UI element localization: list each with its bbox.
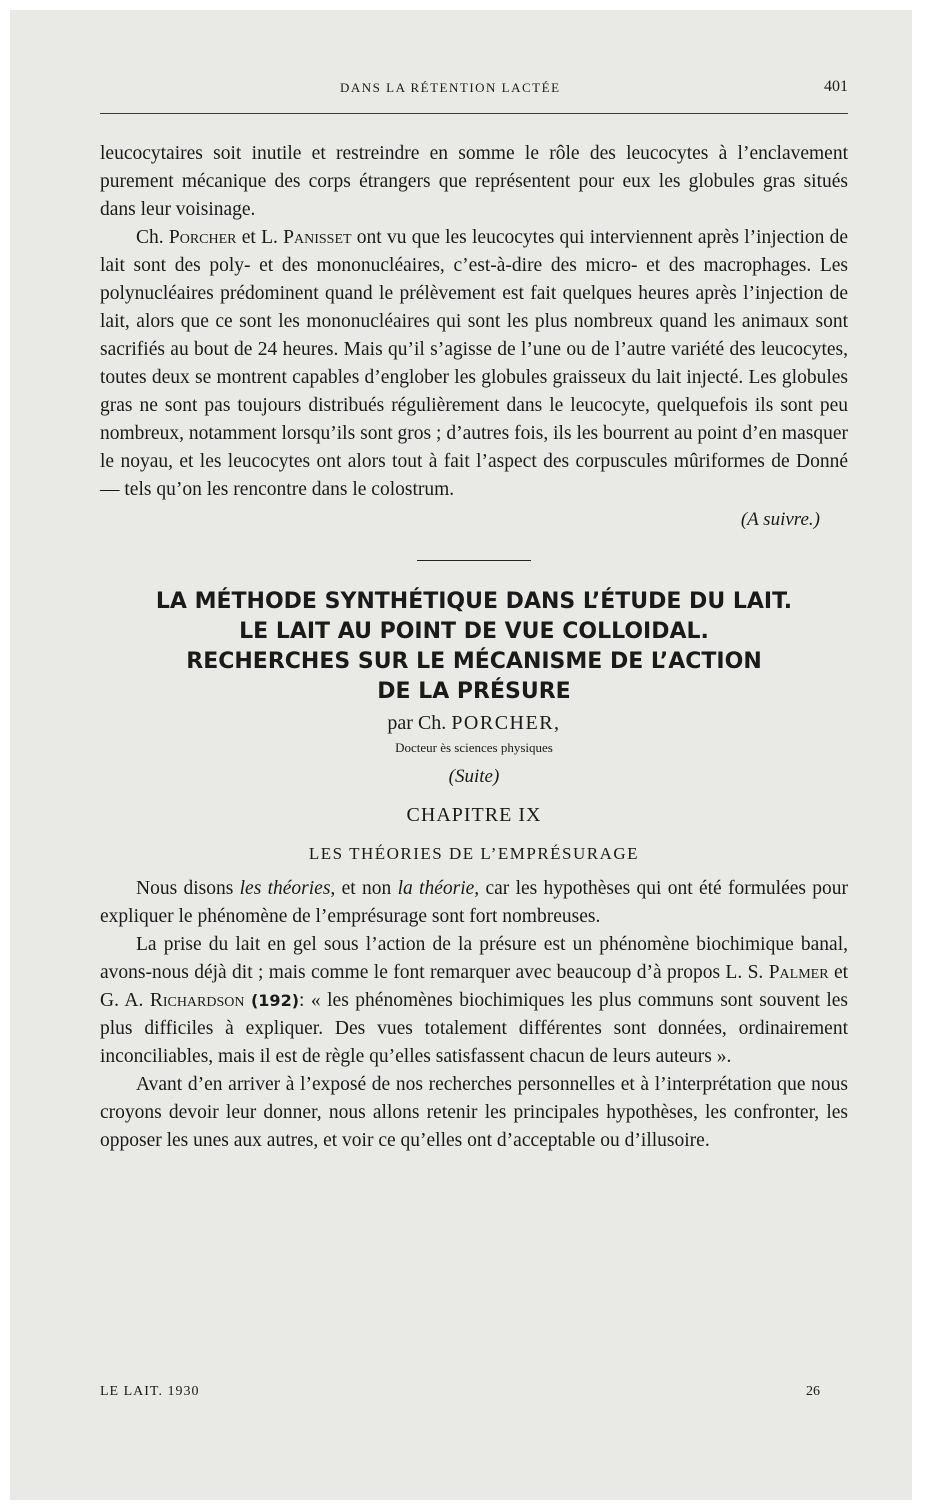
- page-number: 401: [824, 78, 848, 95]
- author-name: Richardson: [149, 990, 245, 1011]
- bibliographic-reference: (192): [250, 991, 300, 1010]
- to-be-continued: (A suivre.): [740, 509, 820, 530]
- text-run: La prise du lait en gel sous l’action de la présure est un phénomène biochimique banal, avons-nous déjà dit ; mais comme le font remarquer avec beaucoup d’à propos L. S.: [100, 934, 848, 983]
- text-run: car les hypothèses qui ont été formulées pour expliquer le phénomène de l’emprésurage sont fort nombreuses.: [100, 878, 849, 927]
- title-line: DE LA PRÉSURE: [377, 679, 571, 704]
- chapter-heading: CHAPITRE IX: [406, 804, 542, 826]
- section-separator: [417, 560, 531, 561]
- section-body: [100, 875, 848, 1155]
- running-header: [100, 78, 848, 100]
- para-prefix: Ch.: [136, 227, 164, 248]
- section-heading: LES THÉORIES DE L’EMPRÉSURAGE: [308, 844, 640, 863]
- paragraph-text: ont vu que les leucocytes qui interviennent après l’injection de lait sont des poly- et des mononucléaires, c’est-à-dire des micro- et des macrophages. Les polynucléaires prédominent quand le prélèvement est fait quelques heures après l’injection de lait, alors que ce sont les mononucléaires qui sont les plus nombreux quand les animaux sont sacrifiés au bout de 24 heures. Mais qu’il s’agisse de l’une ou de l’autre variété des leucocytes, toutes deux se montrent capables d’englober les globules graisseux du lait injecté. Les globules gras ne sont pas toujours distribués régulièrement dans le leucocyte, quelquefois ils sont peu nombreux, notamment lorsqu’ils sont gros ; d’autres fois, ils les bourrent au point d’en masquer le noyau, et les leucocytes ont alors tout à fait l’aspect des corpuscules mûriformes de Donné — tels qu’on les rencontre dans le colostrum.: [100, 227, 849, 500]
- emphasis: la théorie,: [397, 878, 480, 899]
- text-run: : « les phénomènes biochimiques les plus communs sont souvent les plus difficiles à expliquer. Des vues totalement différentes sont données, ordinairement inconciliables, mais il est de règle qu’elles satisfassent chacun de leurs auteurs ».: [100, 990, 849, 1067]
- title-line: LE LAIT AU POINT DE VUE COLLOIDAL.: [239, 619, 709, 644]
- author-name: Porcher: [168, 227, 237, 248]
- byline-prefix: par Ch.: [387, 712, 447, 734]
- author-name: Panisset: [283, 227, 352, 248]
- title-line: LA MÉTHODE SYNTHÉTIQUE DANS L’ÉTUDE DU LAIT.: [155, 589, 793, 614]
- page-footer: [100, 1384, 848, 1406]
- suite-label: (Suite): [448, 766, 500, 787]
- continued-paragraph: leucocytaires soit inutile et restreindre en somme le rôle des leucocytes à l’enclavement purement mécanique des corps étrangers que représentent pour eux les globules gras situés dans leur voisinage.: [100, 143, 848, 220]
- text-run: Nous disons: [136, 878, 234, 899]
- title-line: RECHERCHES SUR LE MÉCANISME DE L’ACTION: [186, 649, 762, 674]
- para-connector: et L.: [241, 227, 278, 248]
- article-author: PORCHER,: [451, 712, 561, 734]
- author-credentials: Docteur ès sciences physiques: [395, 740, 553, 755]
- text-run: et G. A.: [100, 962, 849, 1011]
- body-text: [100, 140, 848, 1155]
- running-title: DANS LA RÉTENTION LACTÉE: [340, 80, 561, 95]
- byline: [100, 709, 848, 737]
- article-title: [100, 587, 848, 707]
- paragraph: [100, 875, 848, 931]
- emphasis: les théories,: [239, 878, 336, 899]
- author-name: Palmer: [768, 962, 829, 983]
- journal-signature: LE LAIT. 1930: [100, 1384, 200, 1399]
- text-run: et non: [341, 878, 392, 899]
- header-rule: [100, 113, 848, 114]
- paragraph: [100, 931, 848, 1071]
- paragraph: Avant d’en arriver à l’exposé de nos recherches personnelles et à l’interprétation que nous croyons devoir leur donner, nous allons retenir les principales hypothèses, les confronter, les opposer les unes aux autres, et voir ce qu’elles ont d’acceptable ou d’illusoire.: [100, 1074, 848, 1151]
- signature-mark: 26: [806, 1384, 820, 1399]
- paragraph-porcher-panisset: [100, 224, 848, 504]
